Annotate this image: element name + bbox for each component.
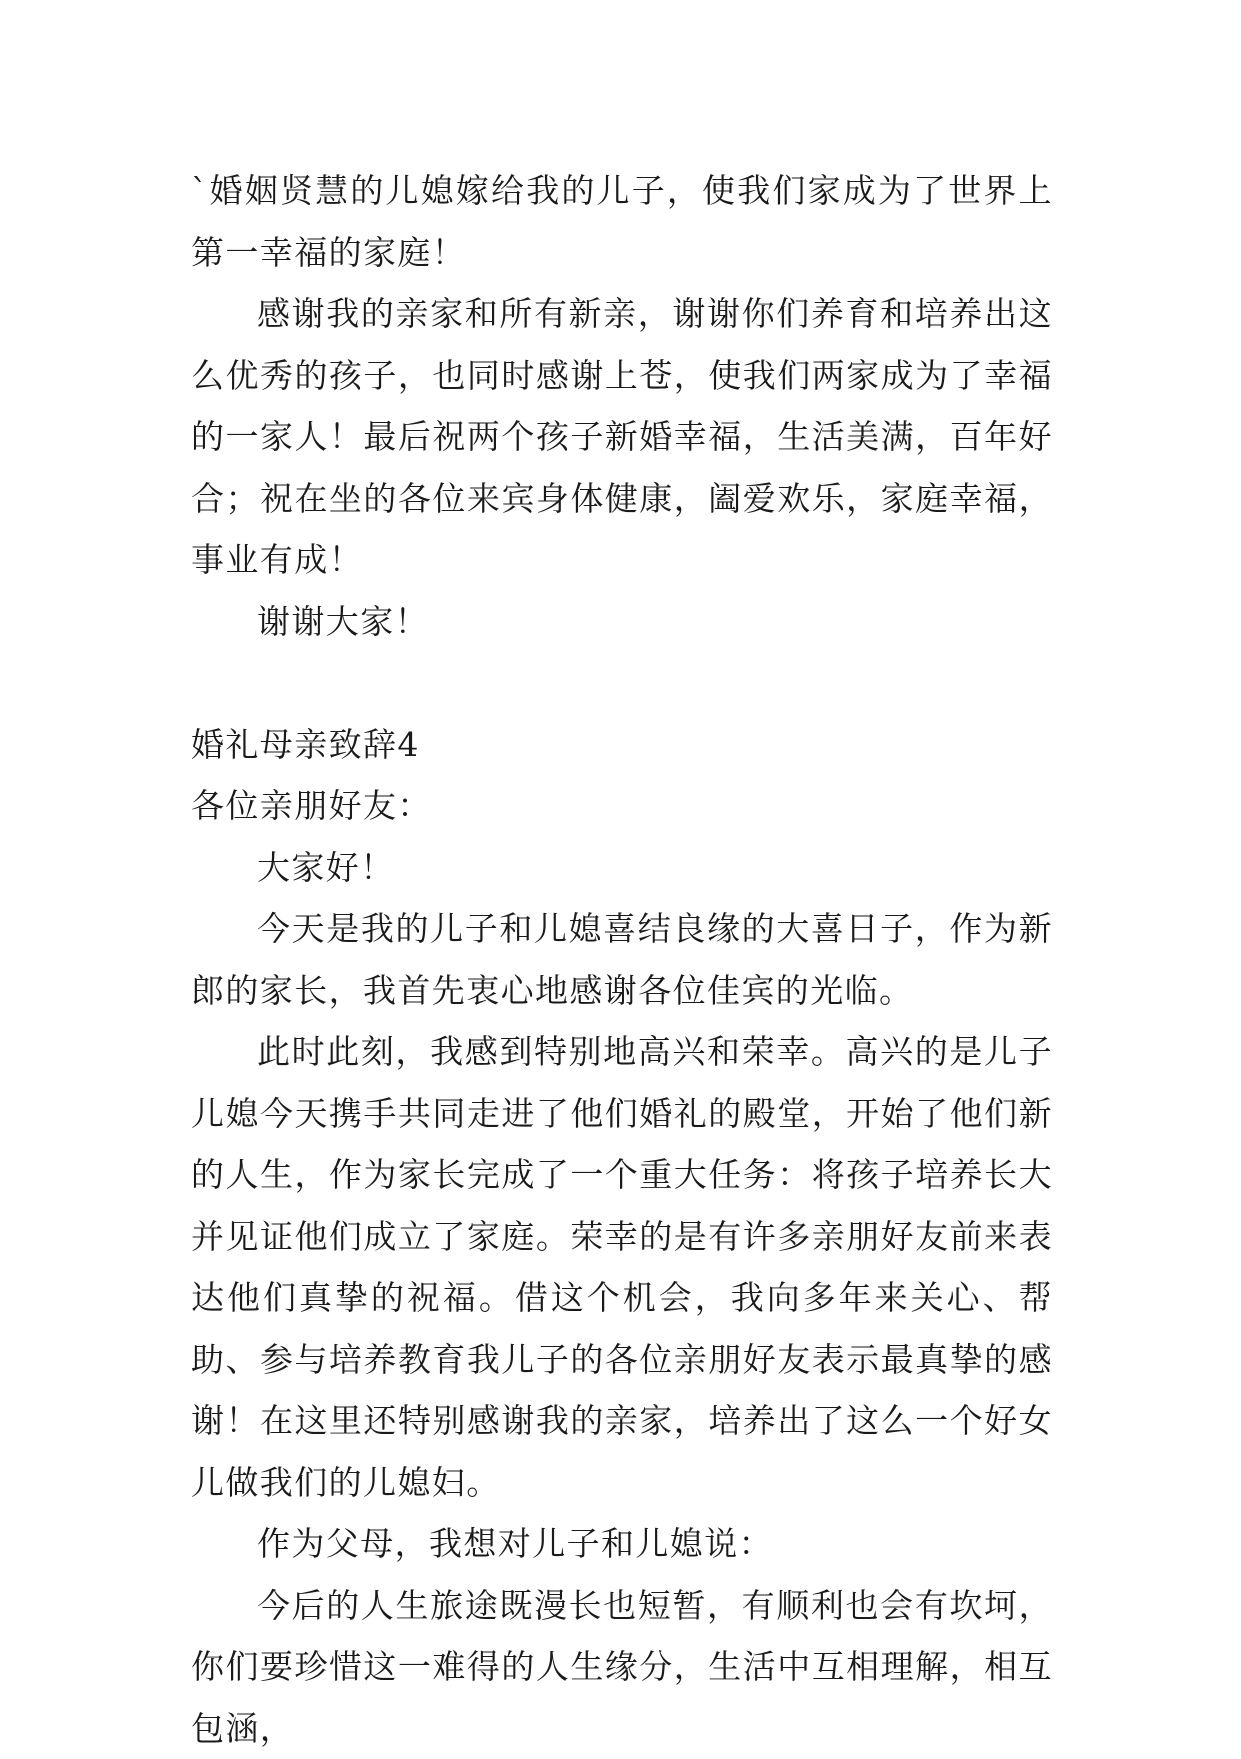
closing-line: 谢谢大家！ [191,591,1053,653]
greeting: 大家好！ [191,837,1053,899]
body-paragraph-3: 作为父母，我想对儿子和儿媳说： [191,1513,1053,1575]
thanks-paragraph: 感谢我的亲家和所有新亲，谢谢你们养育和培养出这么优秀的孩子，也同时感谢上苍，使我们两家成为了幸福的一家人！最后祝两个孩子新婚幸福，生活美满，百年好合；祝在坐的各位来宾身体健康，阖爱欢乐，家庭幸福，事业有成！ [191,283,1053,591]
body-paragraph-2: 此时此刻，我感到特别地高兴和荣幸。高兴的是儿子儿媳今天携手共同走进了他们婚礼的殿堂，开始了他们新的人生，作为家长完成了一个重大任务：将孩子培养长大并见证他们成立了家庭。荣幸的是有许多亲朋好友前来表达他们真挚的祝福。借这个机会，我向多年来关心、帮助、参与培养教育我儿子的各位亲朋好友表示最真挚的感谢！在这里还特别感谢我的亲家，培养出了这么一个好女儿做我们的儿媳妇。 [191,1021,1053,1513]
continuation-paragraph: `婚姻贤慧的儿媳嫁给我的儿子，使我们家成为了世界上第一幸福的家庭！ [191,160,1053,283]
section-title: 婚礼母亲致辞4 [191,714,1053,776]
document-body [191,160,1053,1759]
body-paragraph-1: 今天是我的儿子和儿媳喜结良缘的大喜日子，作为新郎的家长，我首先衷心地感谢各位佳宾的光临。 [191,898,1053,1021]
salutation: 各位亲朋好友： [191,775,1053,837]
section-gap [191,652,1053,714]
body-paragraph-4: 今后的人生旅途既漫长也短暂，有顺利也会有坎坷，你们要珍惜这一难得的人生缘分，生活中互相理解，相互包涵， [191,1575,1053,1759]
